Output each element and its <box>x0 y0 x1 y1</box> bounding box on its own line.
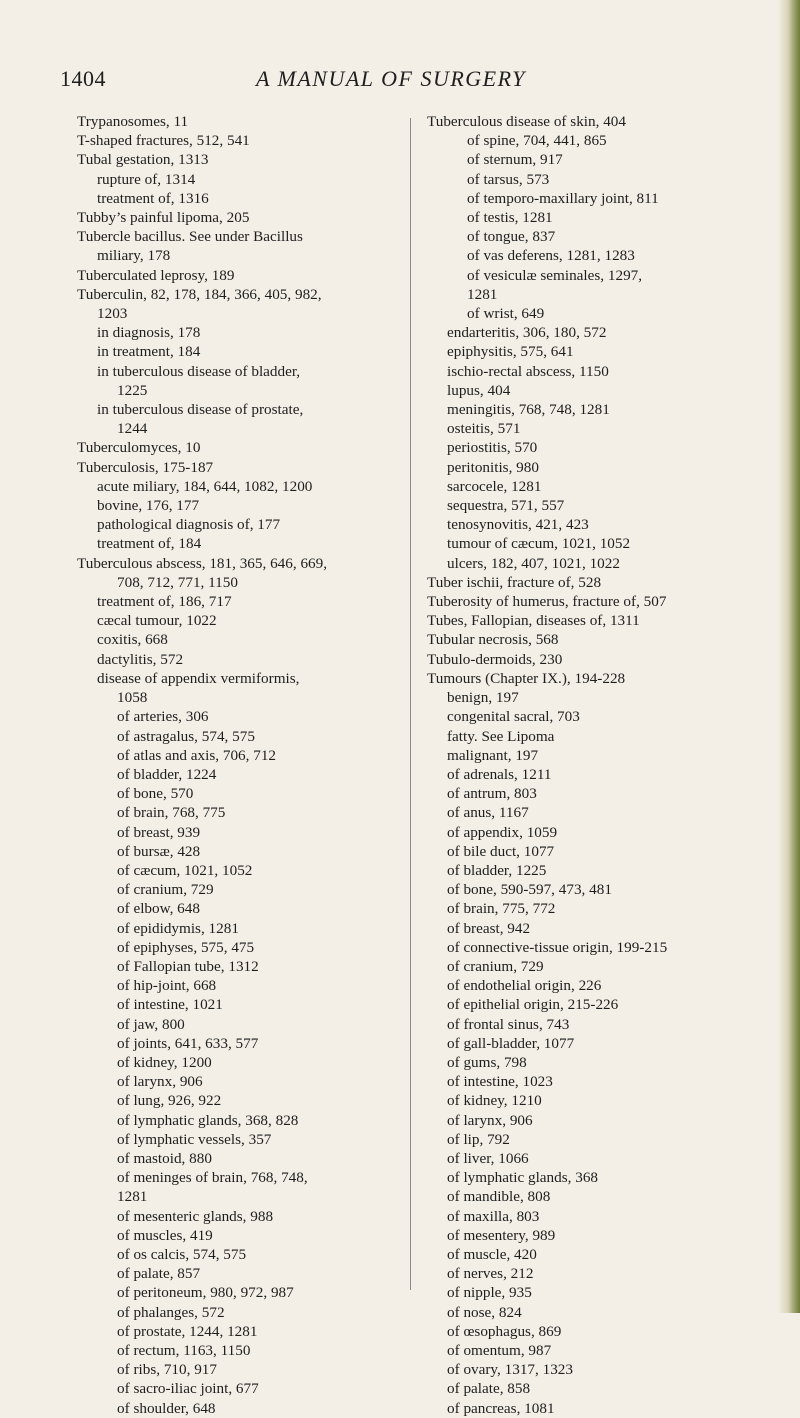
index-entry: of bone, 590-597, 473, 481 <box>447 881 612 899</box>
index-entry: of hip-joint, 668 <box>117 977 217 995</box>
index-entry: benign, 197 <box>447 689 519 707</box>
index-entry: 1281 <box>117 1188 148 1206</box>
index-entry: of bone, 570 <box>117 785 194 803</box>
column-divider <box>410 118 411 1290</box>
index-entry: of muscle, 420 <box>447 1245 537 1263</box>
index-entry: of tarsus, 573 <box>467 170 550 188</box>
index-entry: of temporo-maxillary joint, 811 <box>467 189 659 207</box>
index-entry: T-shaped fractures, 512, 541 <box>77 132 250 150</box>
index-entry: of ribs, 710, 917 <box>117 1361 217 1379</box>
index-entry: of connective-tissue origin, 199-215 <box>447 938 668 956</box>
index-entry: of kidney, 1210 <box>447 1092 542 1110</box>
index-entry: of œsophagus, 869 <box>447 1322 562 1340</box>
index-entry: osteitis, 571 <box>447 420 521 438</box>
index-entry: Tuberculous disease of skin, 404 <box>427 113 626 130</box>
index-entry: pathological diagnosis of, 177 <box>97 516 281 534</box>
index-entry: of intestine, 1021 <box>117 996 223 1014</box>
index-entry: endarteritis, 306, 180, 572 <box>447 324 607 342</box>
index-entry: of lymphatic glands, 368 <box>447 1169 599 1187</box>
page-header <box>60 66 750 96</box>
index-entry: periostitis, 570 <box>447 439 538 457</box>
index-entry: of testis, 1281 <box>467 209 553 227</box>
index-entry: 1058 <box>117 689 148 707</box>
index-entry: of sternum, 917 <box>467 151 563 169</box>
index-entry: of vas deferens, 1281, 1283 <box>467 247 635 265</box>
index-entry: Tuberculous abscess, 181, 365, 646, 669, <box>77 554 328 572</box>
index-entry: of breast, 939 <box>117 823 201 841</box>
index-entry: of os calcis, 574, 575 <box>117 1245 247 1263</box>
index-entry: of palate, 857 <box>117 1265 201 1283</box>
index-entry: in diagnosis, 178 <box>97 324 201 342</box>
index-entry: malignant, 197 <box>447 746 539 764</box>
index-entry: of epithelial origin, 215-226 <box>447 996 619 1014</box>
index-entry: of brain, 775, 772 <box>447 900 556 918</box>
index-entry: of astragalus, 574, 575 <box>117 727 255 745</box>
index-entry: of intestine, 1023 <box>447 1073 553 1091</box>
index-entry: of mandible, 808 <box>447 1188 551 1206</box>
index-entry: 708, 712, 771, 1150 <box>117 573 238 591</box>
index-column-left <box>77 112 399 1418</box>
index-entry: of peritoneum, 980, 972, 987 <box>117 1284 294 1302</box>
index-entry: of brain, 768, 775 <box>117 804 226 822</box>
index-entry: peritonitis, 980 <box>447 458 539 476</box>
index-entry: tumour of cæcum, 1021, 1052 <box>447 535 631 553</box>
index-entry: of palate, 858 <box>447 1380 531 1398</box>
index-entry: of shoulder, 648 <box>117 1399 216 1417</box>
index-entry: of mastoid, 880 <box>117 1149 212 1167</box>
index-entry: of endothelial origin, 226 <box>447 977 602 995</box>
index-entry: of breast, 942 <box>447 919 531 937</box>
index-entry: treatment of, 186, 717 <box>97 593 232 611</box>
index-entry: of maxilla, 803 <box>447 1207 540 1225</box>
index-entry: cæcal tumour, 1022 <box>97 612 217 630</box>
index-entry: congenital sacral, 703 <box>447 708 580 726</box>
index-entry: of bile duct, 1077 <box>447 842 555 860</box>
index-entry: of gums, 798 <box>447 1053 527 1071</box>
index-entry: of mesenteric glands, 988 <box>117 1207 274 1225</box>
index-entry: of cæcum, 1021, 1052 <box>117 861 253 879</box>
index-entry: 1203 <box>97 305 128 323</box>
index-entry: bovine, 176, 177 <box>97 497 200 515</box>
index-entry: of lung, 926, 922 <box>117 1092 222 1110</box>
index-entry: of cranium, 729 <box>117 881 214 899</box>
index-entry: epiphysitis, 575, 641 <box>447 343 574 361</box>
index-entry: ischio-rectal abscess, 1150 <box>447 362 609 380</box>
index-entry: of mesentery, 989 <box>447 1226 556 1244</box>
index-entry: of vesiculæ seminales, 1297, <box>467 266 643 284</box>
index-entry: ulcers, 182, 407, 1021, 1022 <box>447 554 620 572</box>
index-entry: treatment of, 1316 <box>97 189 209 207</box>
index-entry: Tubercle bacillus. See under Bacillus <box>77 228 303 246</box>
index-entry: acute miliary, 184, 644, 1082, 1200 <box>97 477 313 495</box>
index-entry: in tuberculous disease of bladder, <box>97 362 301 380</box>
index-entry: of phalanges, 572 <box>117 1303 225 1321</box>
index-column-right <box>427 112 757 1418</box>
page-edge <box>778 0 800 1313</box>
index-entry: of omentum, 987 <box>447 1342 552 1359</box>
index-entry: meningitis, 768, 748, 1281 <box>447 401 610 419</box>
index-entry: of meninges of brain, 768, 748, <box>117 1169 308 1187</box>
index-entry: Tubulo-dermoids, 230 <box>427 650 563 668</box>
index-entry: coxitis, 668 <box>97 631 168 649</box>
index-entry: Trypanosomes, 11 <box>77 113 189 130</box>
index-entry: 1281 <box>467 285 498 303</box>
index-entry: of gall-bladder, 1077 <box>447 1034 575 1052</box>
index-entry: Tubes, Fallopian, diseases of, 1311 <box>427 612 640 630</box>
index-entry: disease of appendix vermiformis, <box>97 669 300 687</box>
index-entry: of elbow, 648 <box>117 900 200 918</box>
index-entry: of ovary, 1317, 1323 <box>447 1361 573 1379</box>
index-entry: of epiphyses, 575, 475 <box>117 938 255 956</box>
index-entry: of wrist, 649 <box>467 305 545 323</box>
index-entry: of tongue, 837 <box>467 228 556 246</box>
index-entry: of sacro-iliac joint, 677 <box>117 1380 259 1398</box>
index-entry: of spine, 704, 441, 865 <box>467 132 607 150</box>
index-entry: Tuberculin, 82, 178, 184, 366, 405, 982, <box>77 285 322 303</box>
index-entry: of bladder, 1225 <box>447 861 547 879</box>
index-entry: of Fallopian tube, 1312 <box>117 957 259 975</box>
index-entry: Tubular necrosis, 568 <box>427 631 559 649</box>
index-entry: of bursæ, 428 <box>117 842 201 860</box>
index-entry: of lymphatic glands, 368, 828 <box>117 1111 299 1129</box>
index-entry: sequestra, 571, 557 <box>447 497 565 515</box>
index-entry: tenosynovitis, 421, 423 <box>447 516 589 534</box>
index-entry: of larynx, 906 <box>117 1073 203 1091</box>
index-entry: in treatment, 184 <box>97 343 201 361</box>
index-entry: Tuberosity of humerus, fracture of, 507 <box>427 593 667 611</box>
index-entry: rupture of, 1314 <box>97 170 196 188</box>
index-entry: Tubal gestation, 1313 <box>77 151 209 169</box>
index-entry: of nerves, 212 <box>447 1265 534 1283</box>
index-entry: of appendix, 1059 <box>447 823 558 841</box>
index-entry: Tuberculated leprosy, 189 <box>77 266 235 284</box>
index-entry: in tuberculous disease of prostate, <box>97 401 304 419</box>
index-entry: of frontal sinus, 743 <box>447 1015 570 1033</box>
index-entry: of muscles, 419 <box>117 1226 213 1244</box>
index-entry: miliary, 178 <box>97 247 171 265</box>
index-entry: of lip, 792 <box>447 1130 510 1148</box>
index-entry: Tuberculomyces, 10 <box>77 439 201 457</box>
index-entry: of adrenals, 1211 <box>447 765 552 783</box>
index-entry: Tuberculosis, 175-187 <box>77 458 214 476</box>
index-entry: Tubby’s painful lipoma, 205 <box>77 209 250 227</box>
index-entry: Tumours (Chapter IX.), 194-228 <box>427 669 626 687</box>
index-entry: of anus, 1167 <box>447 804 529 822</box>
index-entry: of kidney, 1200 <box>117 1053 212 1071</box>
index-entry: 1225 <box>117 381 148 399</box>
index-entry: of nose, 824 <box>447 1303 522 1321</box>
running-title: A MANUAL OF SURGERY <box>256 66 526 91</box>
index-entry: of prostate, 1244, 1281 <box>117 1322 258 1340</box>
page-number: 1404 <box>60 66 106 91</box>
index-entry: of pancreas, 1081 <box>447 1399 555 1417</box>
index-entry: dactylitis, 572 <box>97 650 184 668</box>
index-entry: of nipple, 935 <box>447 1284 532 1302</box>
index-entry: fatty. See Lipoma <box>447 727 555 745</box>
index-entry: of joints, 641, 633, 577 <box>117 1034 259 1052</box>
index-entry: treatment of, 184 <box>97 535 202 553</box>
index-entry: of rectum, 1163, 1150 <box>117 1342 251 1359</box>
index-entry: of cranium, 729 <box>447 957 544 975</box>
index-entry: of lymphatic vessels, 357 <box>117 1130 272 1148</box>
index-entry: 1244 <box>117 420 148 438</box>
index-entry: of atlas and axis, 706, 712 <box>117 746 277 764</box>
index-entry: Tuber ischii, fracture of, 528 <box>427 573 602 591</box>
index-entry: lupus, 404 <box>447 381 511 399</box>
index-entry: of arteries, 306 <box>117 708 209 726</box>
index-entry: of liver, 1066 <box>447 1149 529 1167</box>
index-entry: of bladder, 1224 <box>117 765 217 783</box>
index-entry: of epididymis, 1281 <box>117 919 239 937</box>
index-entry: of larynx, 906 <box>447 1111 533 1129</box>
index-entry: of antrum, 803 <box>447 785 537 803</box>
index-entry: sarcocele, 1281 <box>447 477 542 495</box>
index-entry: of jaw, 800 <box>117 1015 185 1033</box>
